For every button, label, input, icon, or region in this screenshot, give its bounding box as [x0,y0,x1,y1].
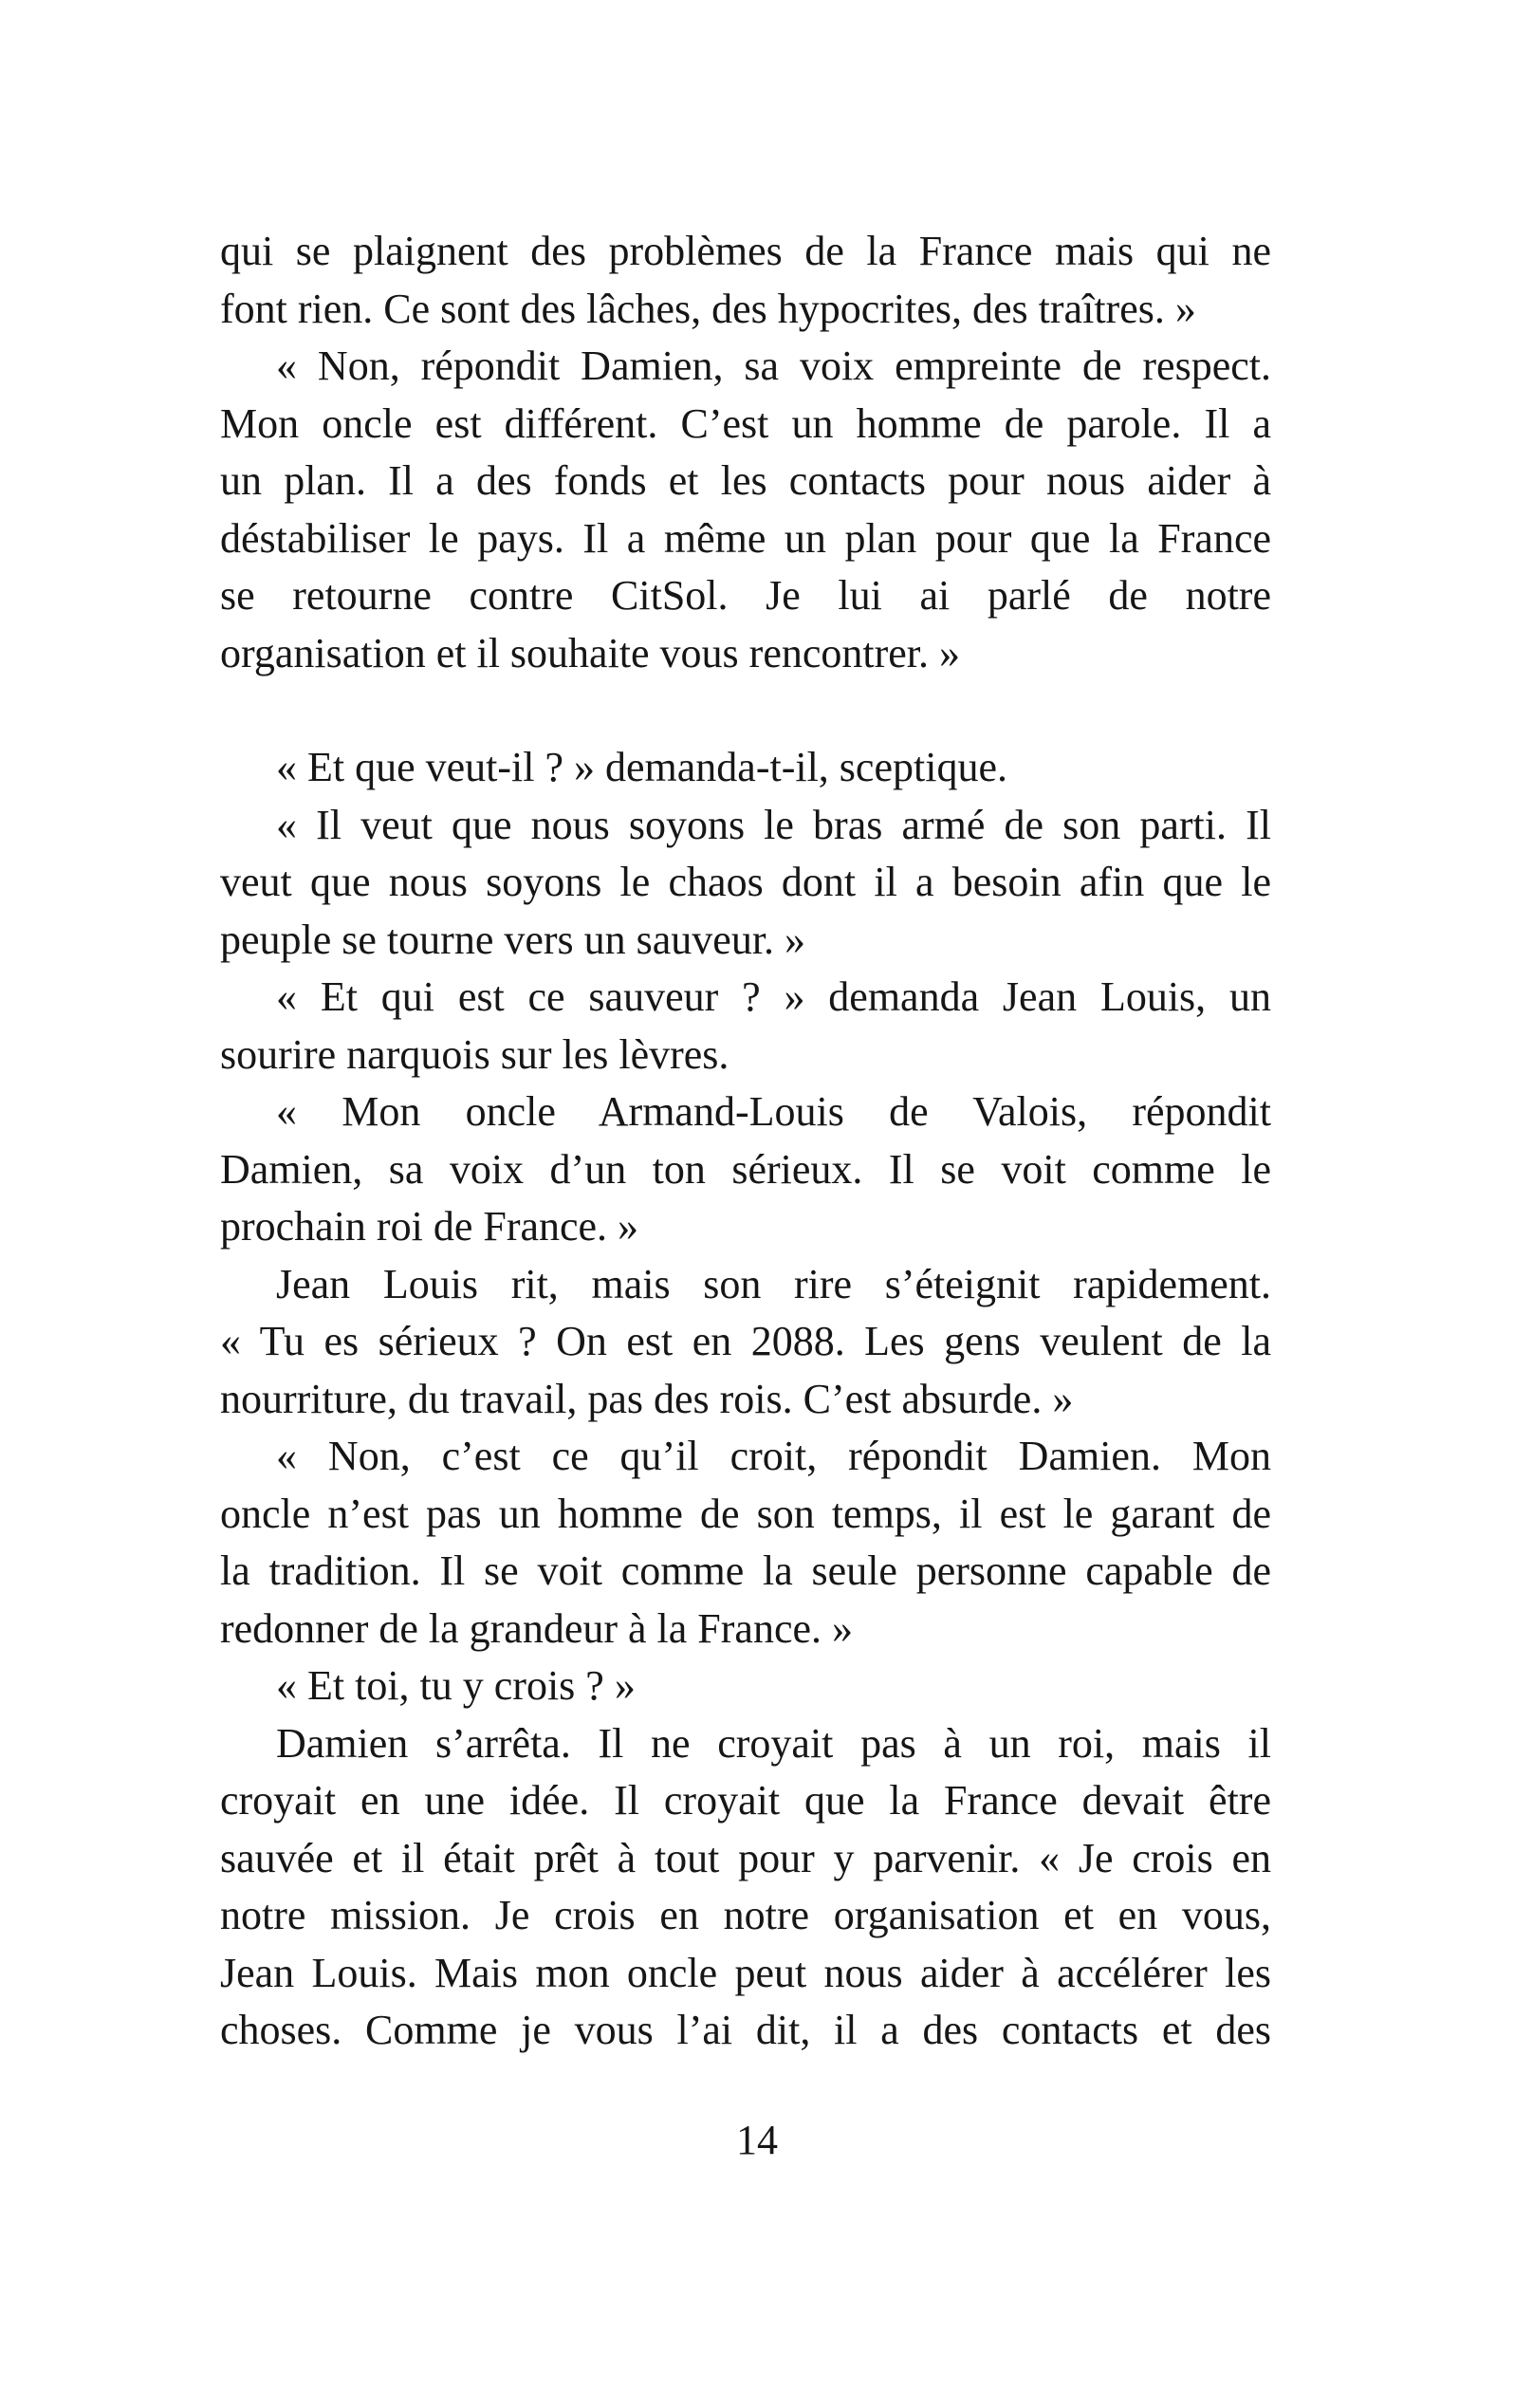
text-line: Jean Louis rit, mais son rire s’éteignit rapidement. [276,1260,1271,1307]
text-line: « Et toi, tu y crois ? » [276,1662,636,1709]
text-line: se retourne contre CitSol. Je lui ai parlé de notre [220,572,1271,619]
text-line: qui se plaignent des problèmes de la France mais qui ne [220,228,1271,274]
text-line: « Il veut que nous soyons le bras armé de son parti. Il [276,801,1271,848]
text-line: « Et que veut-il ? » demanda-t-il, sceptique. [276,744,1007,790]
text-line: prochain roi de France. » [220,1203,639,1250]
text-line: Jean Louis. Mais mon oncle peut nous aider à accélérer les [220,1949,1271,1996]
text-line: nourriture, du travail, pas des rois. C’est absurde. » [220,1375,1074,1422]
text-line: Mon oncle est différent. C’est un homme de parole. Il a [220,399,1271,447]
text-line: redonner de la grandeur à la France. » [220,1604,854,1652]
text-line: veut que nous soyons le chaos dont il a besoin afin que le [220,859,1271,905]
text-line: « Non, répondit Damien, sa voix empreinte de respect. [276,343,1271,389]
text-line: déstabiliser le pays. Il a même un plan pour que la France [220,514,1271,562]
text-line: « Tu es sérieux ? On est en 2088. Les gens veulent de la [220,1318,1271,1364]
page-number: 14 [736,2117,778,2163]
text-line: font rien. Ce sont des lâches, des hypocrites, des traîtres. » [220,285,1196,332]
text-line: oncle n’est pas un homme de son temps, il est le garant de [220,1490,1271,1537]
text-line: choses. Comme je vous l’ai dit, il a des contacts et des [220,2007,1271,2053]
text-line: la tradition. Il se voit comme la seule personne capable de [220,1547,1271,1594]
text-line: Damien s’arrêta. Il ne croyait pas à un roi, mais il [276,1719,1271,1767]
text-line: notre mission. Je crois en notre organisation et en vous, [220,1892,1271,1938]
text-line: organisation et il souhaite vous rencontrer. » [220,629,961,676]
text-line: croyait en une idée. Il croyait que la France devait être [220,1777,1271,1824]
body-text [220,223,1271,2060]
text-line: sauvée et il était prêt à tout pour y parvenir. « Je crois en [220,1834,1271,1881]
text-line: « Et qui est ce sauveur ? » demanda Jean Louis, un [276,973,1271,1020]
scene-break [220,682,1271,739]
text-line: sourire narquois sur les lèvres. [220,1030,729,1078]
text-line: peuple se tourne vers un sauveur. » [220,916,806,963]
text-line: « Mon oncle Armand-Louis de Valois, répondit [276,1088,1271,1135]
text-line: « Non, c’est ce qu’il croit, répondit Damien. Mon [276,1433,1271,1479]
text-line: Damien, sa voix d’un ton sérieux. Il se voit comme le [220,1145,1271,1193]
text-line: un plan. Il a des fonds et les contacts pour nous aider à [220,457,1271,504]
